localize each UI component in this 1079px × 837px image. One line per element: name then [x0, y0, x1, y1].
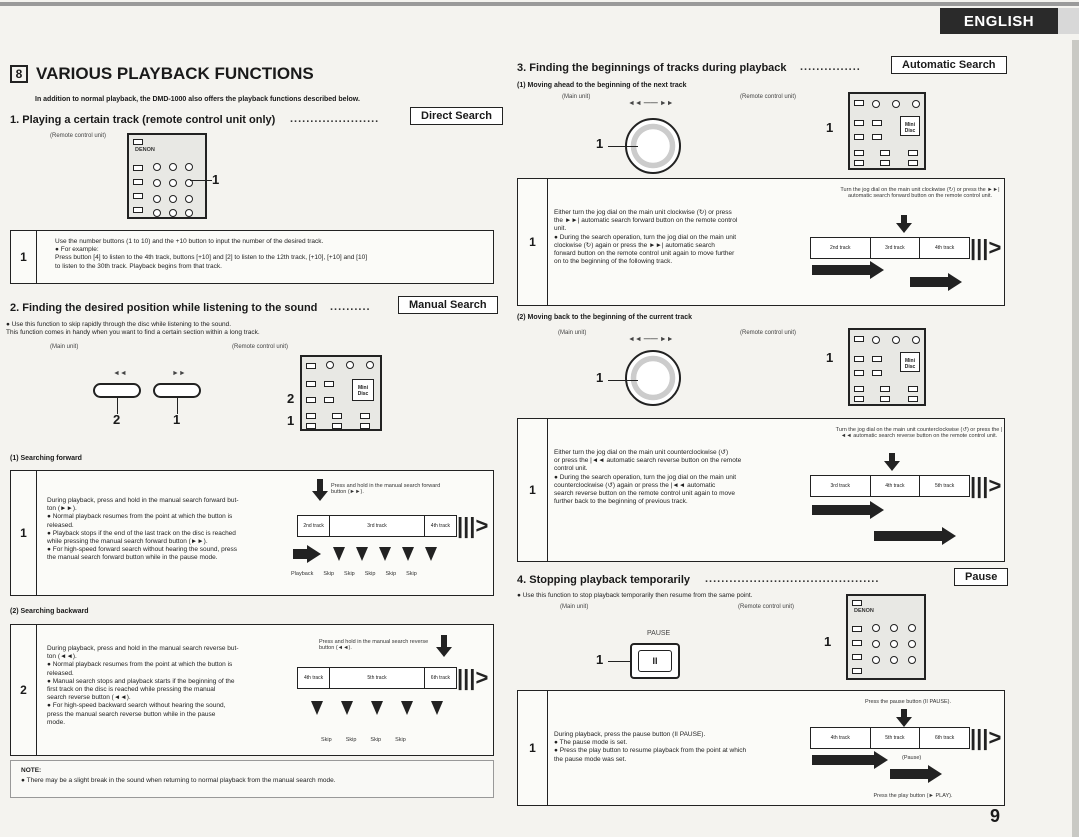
- text-line: the pause mode was set.: [554, 755, 627, 763]
- down-arrow-head: [884, 461, 900, 471]
- text-line: to listen to the 30th track. Playback begins from that track.: [55, 262, 222, 270]
- s2-intro: [6, 321, 260, 337]
- pause-note: Press the pause button (II PAUSE).: [864, 699, 952, 705]
- text-line: ● For high-speed backward search without hearing the sound,: [47, 702, 226, 710]
- s1-leader: ......................: [290, 113, 380, 125]
- continue-chevron: |||>: [970, 725, 1002, 750]
- text-line: ● The pause mode is set.: [554, 739, 628, 747]
- number-button: [153, 163, 161, 171]
- remote-btn: [880, 150, 890, 156]
- track-cell: 3rd track: [871, 238, 921, 258]
- cur-callout-remote: 1: [826, 350, 834, 365]
- track-cell: 4th track: [811, 728, 871, 748]
- next-main-label: (Main unit): [562, 94, 591, 100]
- skip-arrow: [311, 701, 323, 715]
- text-line: unit.: [554, 225, 567, 233]
- cur-remote-label: (Remote control unit): [740, 330, 797, 336]
- s2-title: 2. Finding the desired position while listening to the sound: [10, 302, 318, 314]
- remote-btn: [880, 160, 890, 166]
- remote-btn: [912, 100, 920, 108]
- s2-badge: Manual Search: [398, 296, 498, 314]
- number-button: [890, 656, 898, 664]
- pause-icon: II: [638, 650, 672, 672]
- down-arrow-head: [312, 491, 328, 501]
- play-note: Press the play button (► PLAY).: [873, 793, 953, 799]
- text-line: Use the number buttons (1 to 10) and the +10 button to input the number of the desired track.: [55, 238, 324, 245]
- fwd-track-bar: [297, 515, 457, 537]
- s4-callout-main: 1: [596, 652, 604, 667]
- track-cell: 5th track: [935, 483, 955, 489]
- text-line: ● Playback stops if the end of the last track on the disc is reached: [47, 529, 236, 537]
- text-line: ● For high-speed forward search without hearing the sound, press: [47, 546, 238, 554]
- number-button: [185, 209, 193, 217]
- number-button: [169, 179, 177, 187]
- step-number: 1: [11, 471, 37, 595]
- s1-title: 1. Playing a certain track (remote control unit only): [10, 114, 276, 126]
- s4-panel: [517, 690, 1005, 806]
- label: Skip: [323, 571, 335, 577]
- s3-title: 3. Finding the beginnings of tracks during playback: [517, 62, 787, 74]
- text-line: first track on the disc is reached while pressing the manual: [47, 686, 216, 694]
- text-line: ● During the search operation, turn the jog dial on the main unit: [554, 473, 737, 481]
- fwd-labels: [291, 571, 417, 577]
- playback-arrow-head: [870, 501, 884, 519]
- track-cell: 2nd track: [811, 238, 871, 258]
- search-arrow-head: [942, 527, 956, 545]
- fwd-instructions: [47, 497, 287, 563]
- label: Skip: [345, 737, 357, 743]
- callout-line: [190, 180, 212, 181]
- cur-instructions: [554, 449, 804, 506]
- skip-arrow: [431, 701, 443, 715]
- text-line: ● During the search operation, turn the jog dial on the main unit: [554, 233, 737, 241]
- track-cell: 4th track: [298, 668, 330, 688]
- label: Skip: [364, 571, 376, 577]
- text-line: counterclockwise (↺) again or press the |◄◄ automatic: [554, 481, 716, 489]
- remote-btn: [908, 160, 918, 166]
- number-button: [153, 209, 161, 217]
- text-line: while pressing the manual search forward button (►►).: [47, 538, 208, 546]
- bwd-press-note: Press and hold in the manual search reverse button (◄◄).: [319, 639, 429, 651]
- s1-panel: [10, 230, 494, 284]
- text-line: on to the beginning of the following track.: [554, 258, 673, 266]
- next-heading: (1) Moving ahead to the beginning of the next track: [517, 82, 687, 89]
- remote-btn: [854, 336, 864, 342]
- remote-btn: [133, 139, 143, 145]
- remote-btn: [852, 640, 862, 646]
- remote-btn: [852, 654, 862, 660]
- remote-brand: DENON: [135, 147, 155, 153]
- bwd-track-bar: [297, 667, 457, 689]
- continue-chevron: |||>: [970, 473, 1002, 498]
- tab-edge: [1058, 8, 1079, 34]
- s1-callout: 1: [212, 172, 220, 187]
- remote-btn: [133, 179, 143, 185]
- page-edge-shadow: [1072, 40, 1079, 837]
- cur-remote: [848, 328, 926, 406]
- remote-btn: [872, 134, 882, 140]
- text-line: released.: [47, 521, 74, 529]
- remote-btn: [854, 160, 864, 166]
- remote-btn: [908, 150, 918, 156]
- text-line: control unit.: [554, 465, 588, 473]
- callout-line: [608, 380, 638, 381]
- remote-btn: [306, 423, 316, 429]
- text-line: search reverse button (◄◄).: [47, 694, 131, 702]
- remote-btn: [880, 386, 890, 392]
- continue-chevron: |||>: [457, 665, 489, 690]
- down-arrow-head: [436, 647, 452, 657]
- remote-btn: [133, 207, 143, 213]
- text-line: Press button [4] to listen to the 4th track, buttons [+10] and [2] to listen to the 12th track, [+10], [+10] and [10]: [55, 254, 368, 262]
- remote-btn: [133, 165, 143, 171]
- number-button: [908, 640, 916, 648]
- remote-btn: [324, 397, 334, 403]
- remote-btn: [854, 396, 864, 402]
- track-cell: 3rd track: [811, 476, 871, 496]
- remote-btn: [872, 336, 880, 344]
- label: Skip: [395, 737, 406, 743]
- remote-btn: [854, 150, 864, 156]
- s2-remote: [300, 355, 382, 431]
- number-button: [872, 656, 880, 664]
- language-tab: ENGLISH: [940, 8, 1058, 34]
- search-arrow-head: [948, 273, 962, 291]
- pause-label: PAUSE: [647, 630, 671, 637]
- text-line: Either turn the jog dial on the main unit clockwise (↻) or press: [554, 209, 732, 216]
- text-line: mode.: [47, 718, 66, 726]
- number-button: [872, 640, 880, 648]
- text-line: the ►►| automatic search forward button on the remote control: [554, 217, 738, 225]
- skip-arrow: [371, 701, 383, 715]
- playback-arrow: [812, 755, 876, 765]
- manual-search-reverse-button: [93, 383, 141, 398]
- remote-btn: [133, 193, 143, 199]
- remote-btn: [892, 100, 900, 108]
- skip-arrow: [379, 547, 391, 561]
- remote-callout-1: 1: [287, 413, 295, 428]
- cur-heading: (2) Moving back to the beginning of the current track: [517, 314, 693, 321]
- pause-tag: (Pause): [902, 755, 922, 761]
- track-cell: 4th track: [430, 523, 450, 529]
- s4-remote: [846, 594, 926, 680]
- next-instructions: [554, 209, 804, 266]
- s2-leader: ..........: [330, 301, 371, 313]
- bwd-instructions: [47, 645, 287, 727]
- text-line: Either turn the jog dial on the main unit counterclockwise (↺): [554, 449, 729, 456]
- remote-btn: [852, 626, 862, 632]
- remote-btn: [852, 600, 862, 606]
- bwd-labels: [321, 737, 406, 743]
- remote-btn: [908, 396, 918, 402]
- remote-brand: DENON: [854, 608, 874, 614]
- track-cell: 5th track: [330, 668, 425, 688]
- note-box: [10, 760, 494, 798]
- text-line: ton (◄◄).: [47, 653, 77, 661]
- fwd-press-note: Press and hold in the manual search forward button (►►).: [331, 483, 441, 495]
- text-line: ● Normal playback resumes from the point at which the button is: [47, 661, 233, 669]
- remote-btn: [880, 396, 890, 402]
- fwd-symbol: ►►: [172, 370, 186, 377]
- next-track-bar: [810, 237, 970, 259]
- remote-btn: [346, 361, 354, 369]
- note-text: ● There may be a slight break in the sound when returning to normal playback from the manual search mode.: [21, 777, 336, 784]
- next-skip-symbol: ◄◄ —— ►►: [628, 100, 674, 107]
- label: Skip: [406, 571, 417, 577]
- remote-btn: [366, 361, 374, 369]
- pause-button: [630, 643, 680, 679]
- bwd-panel: [10, 624, 494, 756]
- remote-btn: [326, 361, 334, 369]
- cur-main-label: (Main unit): [558, 330, 587, 336]
- text-line: further back to the beginning of previous track.: [554, 498, 688, 506]
- text-line: forward button on the remote control unit again to move further: [554, 250, 735, 258]
- skip-arrow: [333, 547, 345, 561]
- auto-search-button: [854, 120, 864, 126]
- bwd-heading: (2) Searching backward: [10, 608, 89, 615]
- number-button: [872, 624, 880, 632]
- remote-btn: [908, 386, 918, 392]
- number-button: [908, 656, 916, 664]
- s4-intro: ● Use this function to stop playback temporarily then resume from the same point.: [517, 592, 753, 599]
- playback-arrow-head: [870, 261, 884, 279]
- skip-arrow: [341, 701, 353, 715]
- cur-track-bar: [810, 475, 970, 497]
- number-button: [185, 195, 193, 203]
- label: Skip: [370, 737, 382, 743]
- remote-btn: [852, 668, 862, 674]
- cur-callout-main: 1: [596, 370, 604, 385]
- remote-btn: [306, 363, 316, 369]
- s4-leader: ...........................................: [705, 573, 880, 585]
- track-cell: 4th track: [935, 245, 955, 251]
- text-line: During playback, press and hold in the manual search forward but-: [47, 497, 239, 504]
- remote-btn: [332, 413, 342, 419]
- search-arrow: [910, 277, 950, 287]
- playback-arrow: [812, 265, 872, 275]
- page-number: 9: [990, 806, 1001, 826]
- minidisc-logo: Mini Disc: [900, 352, 920, 372]
- track-cell: 6th track: [430, 675, 450, 681]
- s2-remote-label: (Remote control unit): [232, 344, 289, 350]
- text-line: ● Press the play button to resume playback from the point at which: [554, 747, 747, 755]
- remote-btn: [854, 386, 864, 392]
- text-line: released.: [47, 669, 74, 677]
- continue-chevron: |||>: [970, 235, 1002, 260]
- resume-arrow: [890, 769, 930, 779]
- s1-badge: Direct Search: [410, 107, 503, 125]
- search-arrow: [874, 531, 944, 541]
- track-cell: 4th track: [871, 476, 921, 496]
- skip-arrow: [402, 547, 414, 561]
- skip-arrow: [401, 701, 413, 715]
- s4-badge: Pause: [954, 568, 1008, 586]
- track-cell: 6th track: [935, 735, 955, 741]
- s4-callout-remote: 1: [824, 634, 832, 649]
- text-line: clockwise (↻) again or press the ►►| automatic search: [554, 241, 715, 249]
- track-cell: 5th track: [871, 728, 921, 748]
- remote-btn: [306, 397, 316, 403]
- s1-instructions: [55, 238, 491, 271]
- text-line: press the manual search reverse button while in the pause: [47, 710, 216, 718]
- number-button: [890, 640, 898, 648]
- step-number: 1: [518, 691, 548, 805]
- playback-arrow-head: [874, 751, 888, 769]
- callout-line: [608, 146, 638, 147]
- skip-arrow: [425, 547, 437, 561]
- number-button: [169, 209, 177, 217]
- s4-title: 4. Stopping playback temporarily: [517, 574, 690, 586]
- resume-arrow-head: [928, 765, 942, 783]
- text-line: ● Normal playback resumes from the point at which the button is: [47, 513, 233, 521]
- next-callout-main: 1: [596, 136, 604, 151]
- callout-1: 1: [173, 412, 181, 427]
- remote-btn: [360, 413, 370, 419]
- text-line: ● Manual search stops and playback starts if the beginning of the: [47, 677, 235, 685]
- callout-2: 2: [113, 412, 121, 427]
- minidisc-logo: Mini Disc: [352, 379, 374, 401]
- cur-skip-symbol: ◄◄ —— ►►: [628, 336, 674, 343]
- s4-instructions: [554, 731, 804, 764]
- s4-remote-label: (Remote control unit): [738, 604, 795, 610]
- auto-search-button: [872, 356, 882, 362]
- next-callout-remote: 1: [826, 120, 834, 135]
- remote-btn: [854, 100, 864, 106]
- remote-btn: [854, 370, 864, 376]
- cur-panel: [517, 418, 1005, 562]
- text-line: or press the |◄◄ automatic search reverse button on the remote: [554, 457, 742, 465]
- number-button: [908, 624, 916, 632]
- number-button: [153, 179, 161, 187]
- down-arrow-head: [896, 223, 912, 233]
- label: Skip: [385, 571, 397, 577]
- number-button: [169, 195, 177, 203]
- text-line: During playback, press the pause button (II PAUSE).: [554, 731, 706, 738]
- remote-btn: [912, 336, 920, 344]
- cur-note: Turn the jog dial on the main unit counterclockwise (↺) or press the |◄◄ automatic search reverse button on the remote control unit.: [835, 427, 1003, 439]
- label: Skip: [321, 737, 332, 743]
- auto-search-button: [854, 356, 864, 362]
- text-line: ● Use this function to skip rapidly through the disc while listening to the sound.: [6, 321, 232, 328]
- number-button: [169, 163, 177, 171]
- remote-btn: [872, 370, 882, 376]
- s2-main-label: (Main unit): [50, 344, 79, 350]
- s3-leader: ...............: [800, 61, 861, 73]
- top-rule: [0, 2, 1079, 6]
- minidisc-logo: Mini Disc: [900, 116, 920, 136]
- continue-chevron: |||>: [457, 513, 489, 538]
- callout-line: [608, 661, 630, 662]
- text-line: This function comes in handy when you want to find a certain section within a long track.: [6, 329, 260, 337]
- remote-callout-2: 2: [287, 391, 295, 406]
- rev-symbol: ◄◄: [113, 370, 127, 377]
- intro-text: In addition to normal playback, the DMD-1000 also offers the playback functions described below.: [35, 96, 360, 103]
- step-number: 1: [11, 231, 37, 283]
- number-button: [185, 163, 193, 171]
- next-panel: [517, 178, 1005, 306]
- track-cell: 2nd track: [298, 516, 330, 536]
- remote-btn: [872, 100, 880, 108]
- text-line: ● For example:: [55, 246, 99, 254]
- text-line: search reverse button on the remote control unit again to move: [554, 490, 736, 498]
- step-number: 2: [11, 625, 37, 755]
- remote-btn: [306, 413, 316, 419]
- label: Playback: [291, 571, 314, 577]
- auto-search-button: [872, 120, 882, 126]
- next-remote-label: (Remote control unit): [740, 94, 797, 100]
- remote-btn: [332, 423, 342, 429]
- remote-btn: [324, 381, 334, 387]
- fwd-panel: [10, 470, 494, 596]
- remote-btn: [854, 134, 864, 140]
- page-title: [10, 64, 314, 84]
- number-button: [153, 195, 161, 203]
- s1-remote: [127, 133, 207, 219]
- step-number: 1: [518, 179, 548, 305]
- s4-track-bar: [810, 727, 970, 749]
- remote-btn: [306, 381, 316, 387]
- text-line: During playback, press and hold in the manual search reverse but-: [47, 645, 239, 652]
- next-note: Turn the jog dial on the main unit clockwise (↻) or press the ►►| automatic search forward button on the remote control unit.: [840, 187, 1000, 199]
- fwd-heading: (1) Searching forward: [10, 455, 82, 462]
- next-remote: [848, 92, 926, 170]
- remote-btn: [360, 423, 370, 429]
- step-number: 1: [518, 419, 548, 561]
- s1-remote-label: (Remote control unit): [50, 133, 107, 139]
- label: Skip: [344, 571, 355, 577]
- text-line: ton (►►).: [47, 505, 77, 513]
- playback-arrow: [812, 505, 872, 515]
- number-button: [890, 624, 898, 632]
- section-number: 8: [10, 65, 28, 83]
- track-cell: 3rd track: [330, 516, 425, 536]
- s3-badge: Automatic Search: [891, 56, 1007, 74]
- down-arrow-head: [896, 717, 912, 727]
- s4-main-label: (Main unit): [560, 604, 589, 610]
- skip-arrow: [356, 547, 368, 561]
- manual-search-forward-button: [153, 383, 201, 398]
- text-line: the manual search forward button while in the pause mode.: [47, 554, 218, 562]
- note-title: NOTE:: [21, 767, 42, 774]
- remote-btn: [892, 336, 900, 344]
- jog-dial: [625, 350, 681, 406]
- playback-arrow-head: [307, 545, 321, 563]
- title-text: VARIOUS PLAYBACK FUNCTIONS: [36, 64, 314, 83]
